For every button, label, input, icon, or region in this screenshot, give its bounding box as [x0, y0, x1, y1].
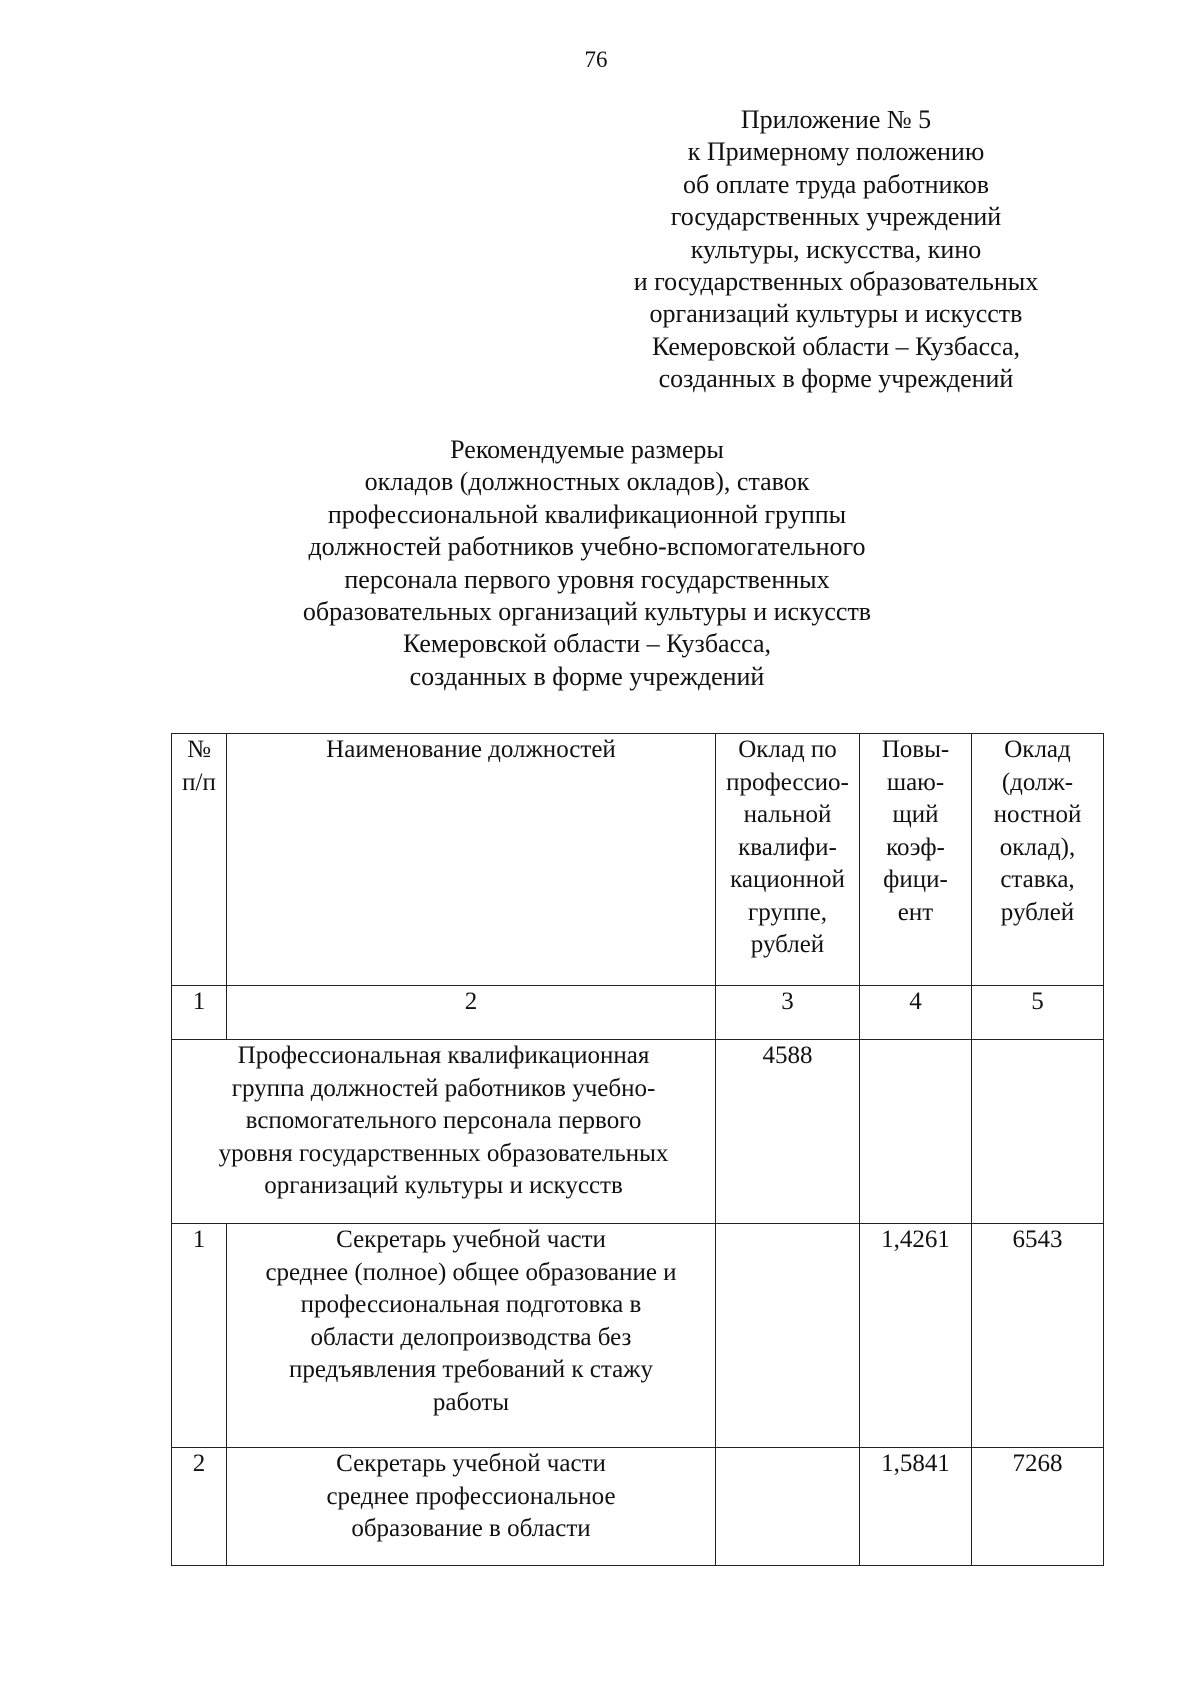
header-text: коэф- [886, 833, 945, 861]
header-cell-num [172, 734, 227, 986]
position-line: профессиональная подготовка в [300, 1291, 642, 1318]
header-cell-name [227, 734, 716, 986]
header-text: ставка, [1000, 866, 1075, 893]
header-text: Оклад [1004, 736, 1071, 763]
title-line: Кемеровской области – Кузбасса, [402, 629, 772, 659]
header-text: № [187, 736, 211, 763]
position-line: образование в области [351, 1515, 591, 1542]
row-number: 1 [172, 1224, 227, 1448]
title-line: созданных в форме учреждений [409, 661, 765, 691]
appendix-line: созданных в форме учреждений [658, 364, 1014, 394]
header-cell-salary [972, 734, 1104, 986]
row-base-salary-empty [716, 1224, 860, 1448]
title-line: окладов (должностных окладов), ставок [364, 467, 810, 497]
position-name [227, 1224, 716, 1448]
appendix-line: государственных учреждений [670, 202, 1002, 232]
column-number-row [172, 986, 1104, 1040]
header-text: фици- [883, 866, 948, 893]
group-name-line: уровня государственных образовательных [218, 1139, 669, 1167]
header-text: п/п [182, 768, 216, 796]
group-name-line: организаций культуры и искусств [264, 1172, 623, 1199]
group-name-line: группа должностей работников учебно- [231, 1074, 656, 1102]
appendix-line: культуры, искусства, кино [690, 234, 982, 264]
row-base-salary-empty [716, 1448, 860, 1566]
header-text: ент [897, 898, 934, 926]
group-coef-empty [860, 1040, 972, 1224]
header-text: щий [892, 801, 939, 828]
header-text: Повы- [881, 736, 950, 763]
group-name-cell [172, 1040, 716, 1224]
column-number: 3 [716, 986, 860, 1040]
header-text: (долж- [1001, 768, 1074, 796]
row-coefficient: 1,4261 [860, 1224, 972, 1448]
page-number: 76 [584, 47, 608, 72]
title-line: профессиональной квалификационной группы [327, 499, 847, 529]
header-text: профессио- [726, 768, 849, 796]
appendix-line: Кемеровской области – Кузбасса, [651, 331, 1021, 361]
position-line: Секретарь учебной части [336, 1226, 606, 1253]
appendix-header [593, 104, 1079, 396]
table-header-row [172, 734, 1104, 986]
row-salary: 7268 [972, 1448, 1104, 1566]
salary-table [171, 733, 1104, 1566]
position-line: Секретарь учебной части [336, 1450, 606, 1477]
table-row [172, 1224, 1104, 1448]
table-row [172, 1448, 1104, 1566]
title-line: Рекомендуемые размеры [450, 435, 724, 464]
column-number: 4 [860, 986, 972, 1040]
title-line: должностей работников учебно-вспомогательного [308, 532, 866, 562]
position-line: среднее (полное) общее образование и [265, 1258, 677, 1286]
group-salary-empty [972, 1040, 1104, 1224]
appendix-line: организаций культуры и искусств [649, 299, 1023, 329]
header-text: рублей [1000, 898, 1075, 926]
header-cell-base-salary [716, 734, 860, 986]
header-text: ностной [993, 801, 1082, 828]
header-text: Оклад по [738, 736, 837, 763]
appendix-line: Приложение № 5 [740, 105, 932, 134]
header-text: нальной [743, 801, 832, 828]
position-name [227, 1448, 716, 1566]
column-number: 1 [172, 986, 227, 1040]
column-number: 2 [227, 986, 716, 1040]
row-coefficient: 1,5841 [860, 1448, 972, 1566]
position-line: среднее профессиональное [326, 1482, 616, 1510]
position-line: предъявления требований к стажу [289, 1356, 653, 1383]
group-base-salary: 4588 [716, 1040, 860, 1224]
header-text: кационной [730, 866, 845, 893]
title-line: образовательных организаций культуры и искусств [302, 597, 872, 627]
document-title [0, 434, 1200, 693]
appendix-line: об оплате труда работников [682, 169, 990, 199]
appendix-line: к Примерному положению [687, 137, 985, 167]
header-text: оклад), [999, 833, 1076, 861]
position-line: области делопроизводства без [310, 1323, 632, 1351]
header-text: Наименование должностей [326, 736, 616, 763]
row-number: 2 [172, 1448, 227, 1566]
position-line: работы [432, 1388, 510, 1416]
header-text: группе, [747, 898, 828, 926]
title-line: персонала первого уровня государственных [344, 564, 830, 594]
header-text: квалифи- [738, 833, 837, 861]
group-row [172, 1040, 1104, 1224]
header-text: рублей [750, 931, 825, 958]
appendix-line: и государственных образовательных [633, 267, 1039, 297]
group-name-line: вспомогательного персонала первого [245, 1107, 642, 1134]
header-cell-coefficient [860, 734, 972, 986]
row-salary: 6543 [972, 1224, 1104, 1448]
column-number: 5 [972, 986, 1104, 1040]
header-text: шаю- [886, 768, 945, 796]
group-name-line: Профессиональная квалификационная [237, 1042, 650, 1069]
